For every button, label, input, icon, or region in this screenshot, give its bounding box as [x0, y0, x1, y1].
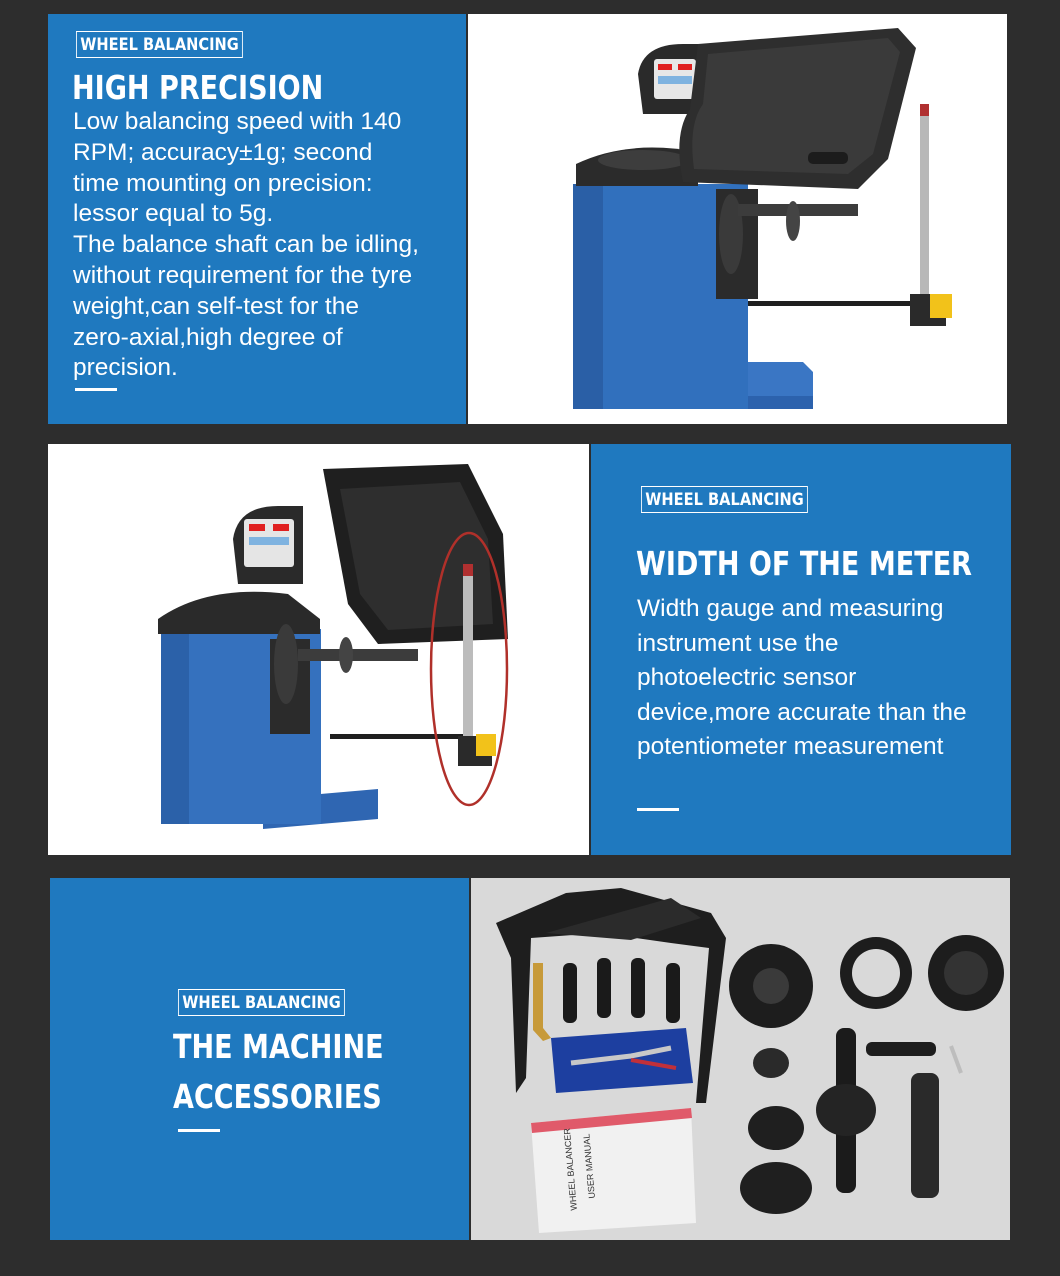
section1-text-panel — [48, 14, 466, 424]
wheel-balancer-closed-hood-image — [468, 14, 1007, 424]
section1-tag: WHEEL BALANCING — [76, 31, 243, 58]
section3-heading-line1: THE MACHINE — [173, 1027, 384, 1066]
manual-title: WHEEL BALANCER — [561, 1127, 579, 1211]
manual-subtitle: USER MANUAL — [581, 1133, 597, 1199]
section3-photo-panel — [471, 878, 1010, 1240]
section1-photo-panel — [468, 14, 1007, 424]
section2-body: Width gauge and measuring instrument use the photoelectric sensor device,more accurate than the potentiometer measurement — [637, 595, 967, 760]
section3-divider — [178, 1129, 220, 1132]
section1-divider — [75, 388, 117, 391]
section3-heading-line2: ACCESSORIES — [173, 1077, 382, 1116]
section2-divider — [637, 808, 679, 811]
section2-tag: WHEEL BALANCING — [641, 486, 808, 513]
section1-body: Low balancing speed with 140 RPM; accuracy±1g; second time mounting on precision: lessor equal to 5g. The balance shaft can be idling, without requirement for the tyre weight,can self-test for the zero-axial,high degree of precision. — [73, 108, 419, 382]
user-manual — [531, 1108, 696, 1233]
section3-tag: WHEEL BALANCING — [178, 989, 345, 1016]
section2-photo-panel — [48, 444, 589, 855]
section2-text-panel — [591, 444, 1011, 855]
accessories-image — [471, 878, 1010, 1240]
section3-text-panel — [50, 878, 469, 1240]
wheel-balancer-open-hood-image — [48, 444, 589, 855]
section2-heading: WIDTH OF THE METER — [636, 544, 973, 583]
section1-heading: HIGH PRECISION — [72, 68, 324, 107]
